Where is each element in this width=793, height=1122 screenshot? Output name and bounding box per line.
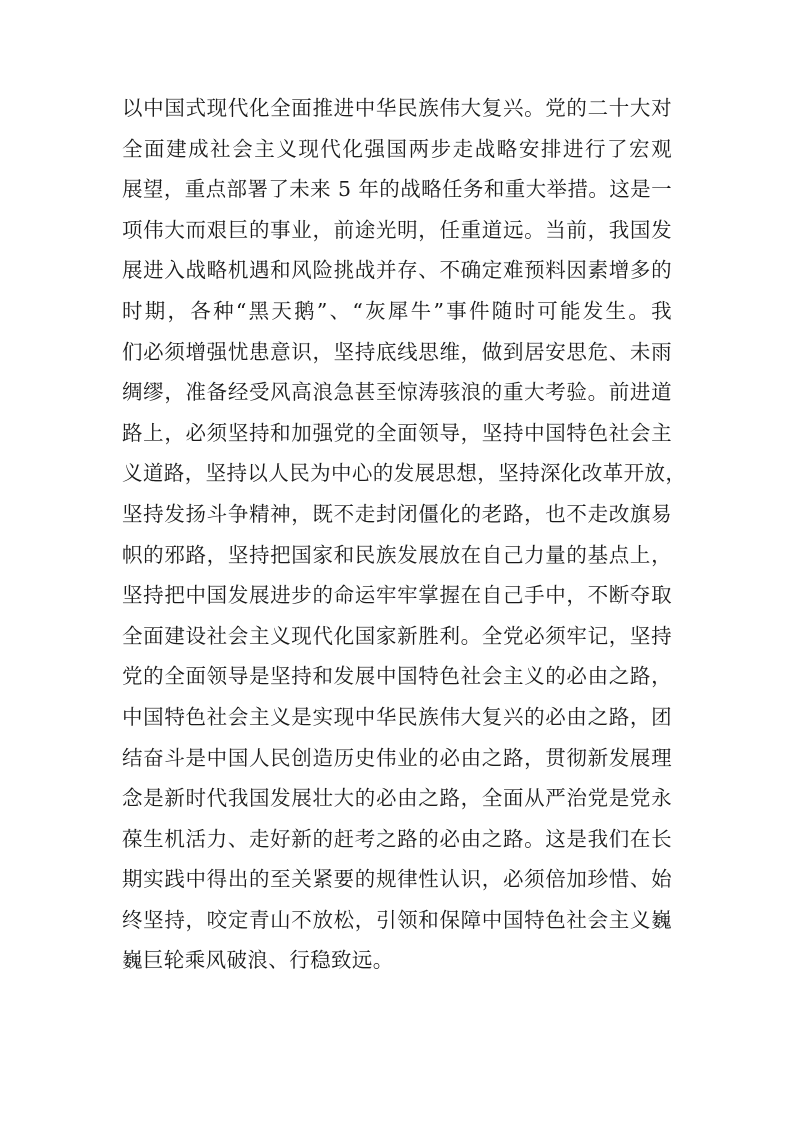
body-paragraph <box>122 88 687 981</box>
text-line: 以中国式现代化全面推进中华民族伟大复兴。党的二十大对 <box>122 96 672 120</box>
text-line: 义道路，坚持以人民为中心的发展思想，坚持深化改革开放， <box>122 461 687 486</box>
text-line: 时期，各种“黑天鹅”、“灰犀牛”事件随时可能发生。我 <box>122 298 672 323</box>
text-line: 展望，重点部署了未来 5 年的战略任务和重大举措。这是一 <box>122 177 672 202</box>
text-line: 党的全面领导是坚持和发展中国特色社会主义的必由之路， <box>122 664 672 689</box>
text-line: 期实践中得出的至关紧要的规律性认识，必须倍加珍惜、始 <box>122 867 672 892</box>
text-line: 们必须增强忧患意识，坚持底线思维，做到居安思危、未雨 <box>122 339 672 364</box>
text-line: 葆生机活力、走好新的赶考之路的必由之路。这是我们在长 <box>122 826 672 851</box>
text-line: 念是新时代我国发展壮大的必由之路，全面从严治党是党永 <box>122 786 672 811</box>
text-line: 全面建成社会主义现代化强国两步走战略安排进行了宏观 <box>122 136 672 161</box>
text-line: 结奋斗是中国人民创造历史伟业的必由之路，贯彻新发展理 <box>122 745 672 770</box>
text-line: 中国特色社会主义是实现中华民族伟大复兴的必由之路，团 <box>122 704 672 729</box>
text-line: 绸缪，准备经受风高浪急甚至惊涛骇浪的重大考验。前进道 <box>122 380 672 405</box>
text-line: 全面建设社会主义现代化国家新胜利。全党必须牢记，坚持 <box>122 623 672 648</box>
text-line: 坚持把中国发展进步的命运牢牢掌握在自己手中，不断夺取 <box>122 583 672 608</box>
text-line: 路上，必须坚持和加强党的全面领导，坚持中国特色社会主 <box>122 420 672 445</box>
text-line: 展进入战略机遇和风险挑战并存、不确定难预料因素增多的 <box>122 258 672 283</box>
text-line: 帜的邪路，坚持把国家和民族发展放在自己力量的基点上， <box>122 542 672 567</box>
text-line: 项伟大而艰巨的事业，前途光明，任重道远。当前，我国发 <box>122 217 672 242</box>
text-line: 巍巨轮乘风破浪、行稳致远。 <box>122 948 394 973</box>
text-line: 坚持发扬斗争精神，既不走封闭僵化的老路，也不走改旗易 <box>122 501 672 526</box>
text-line: 终坚持，咬定青山不放松，引领和保障中国特色社会主义巍 <box>122 907 672 932</box>
